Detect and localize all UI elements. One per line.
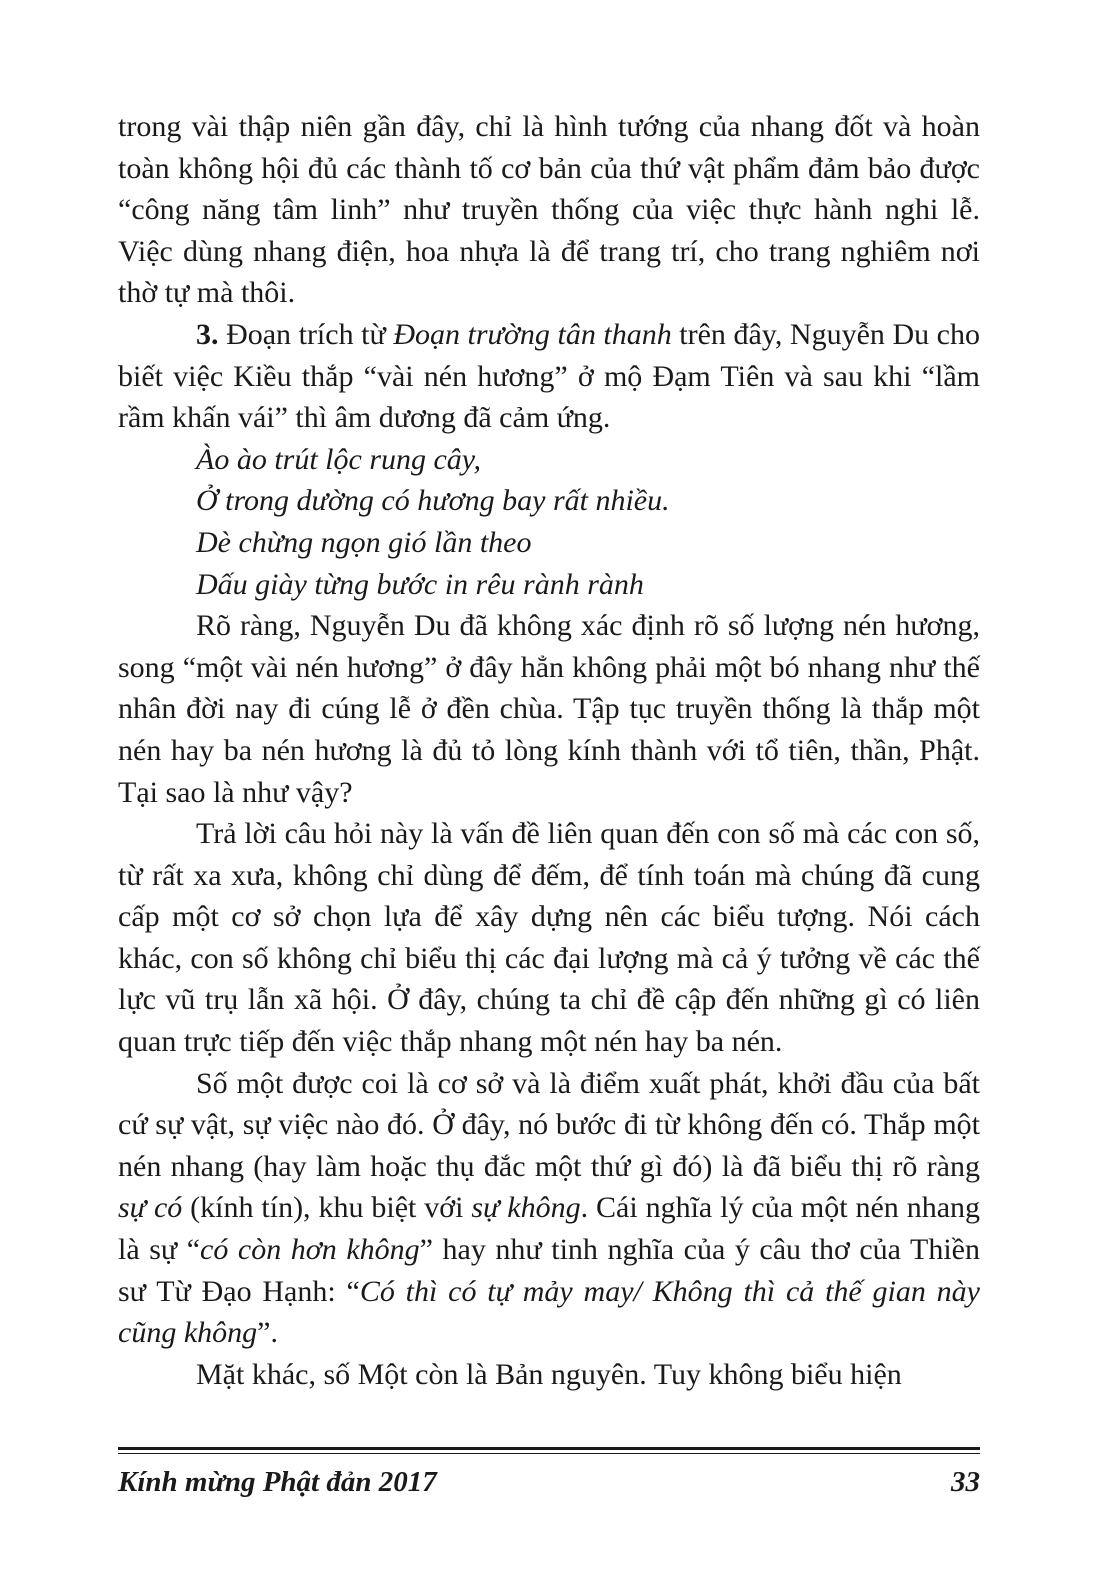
page-footer [118, 1462, 980, 1502]
paragraph-5-text-1: Số một được coi là cơ sở và là điểm xuất phát, khởi đầu của bất cứ sự vật, sự việc nào đó. Ở đây, nó bước đi từ không đến có. Thắp một nén nhang (hay làm hoặc thụ đắc một thứ gì đó) là đã biểu thị rõ ràng [118, 1066, 980, 1183]
paragraph-5-text-3: . Cái nghĩa lý của một nén nhang là sự “ [118, 1191, 981, 1267]
emphasis-quote-1: có còn hơn không [200, 1233, 420, 1267]
paragraph-2-text-a: Đoạn trích từ [218, 317, 394, 351]
footer-title: Kính mừng Phật đản 2017 [118, 1466, 437, 1498]
emphasis-su-khong: sự không [471, 1191, 581, 1225]
footer-divider [118, 1447, 980, 1450]
section-number: 3. [196, 317, 219, 351]
paragraph-5-text-5: ”. [257, 1316, 278, 1350]
verse-line: Ở trong dường có hương bay rất nhiều. [196, 484, 670, 518]
paragraph-5-text-2: (kính tín), khu biệt với [182, 1191, 472, 1225]
verse-line: Ào ào trút lộc rung cây, [196, 442, 481, 476]
paragraph-5 [118, 1063, 980, 1354]
paragraph-3: Rõ ràng, Nguyễn Du đã không xác định rõ số lượng nén hương, song “một vài nén hương” ở đây hẳn không phải một bó nhang như thế nhân đời nay đi cúng lễ ở đền chùa. Tập tục truyền thống là thắp một nén hay ba nén hương là đủ tỏ lòng kính thành với tổ tiên, thần, Phật. Tại sao là như vậy? [118, 609, 980, 809]
page-body [118, 106, 980, 1395]
verse-block [118, 439, 980, 605]
emphasis-quote-2: Có thì có tự mảy may/ Không thì cả thế gian này cũng không [118, 1274, 980, 1350]
emphasis-su-co: sự có [118, 1191, 183, 1225]
page-number: 33 [951, 1466, 980, 1498]
work-title: Đoạn trường tân thanh [393, 317, 672, 351]
paragraph-2-text-b: trên đây, Nguyễn Du cho biết việc Kiều thắp “vài nén hương” ở mộ Đạm Tiên và sau khi “lầm rầm khấn vái” thì âm dương đã cảm ứng. [118, 317, 980, 435]
verse-line: Dấu giày từng bước in rêu rành rành [196, 567, 644, 601]
paragraph-5-text-4: ” hay như tinh nghĩa của ý câu thơ của Thiền sư Từ Đạo Hạnh: “ [118, 1233, 980, 1308]
verse-line: Dè chừng ngọn gió lần theo [196, 525, 532, 559]
paragraph-6: Mặt khác, số Một còn là Bản nguyên. Tuy không biểu hiện [196, 1357, 902, 1391]
paragraph-1: trong vài thập niên gần đây, chỉ là hình tướng của nhang đốt và hoàn toàn không hội đủ các thành tố cơ bản của thứ vật phẩm đảm bảo được “công năng tâm linh” như truyền thống của việc thực hành nghi lễ. Việc dùng nhang điện, hoa nhựa là để trang trí, cho trang nghiêm nơi thờ tự mà thôi. [118, 110, 980, 310]
paragraph-2 [118, 314, 980, 439]
paragraph-4: Trả lời câu hỏi này là vấn đề liên quan đến con số mà các con số, từ rất xa xưa, không chỉ dùng để đếm, để tính toán mà chúng đã cung cấp một cơ sở chọn lựa để xây dựng nên các biểu tượng. Nói cách khác, con số không chỉ biểu thị các đại lượng mà cả ý tưởng về các thế lực vũ trụ lẫn xã hội. Ở đây, chúng ta chỉ đề cập đến những gì có liên quan trực tiếp đến việc thắp nhang một nén hay ba nén. [118, 817, 980, 1059]
